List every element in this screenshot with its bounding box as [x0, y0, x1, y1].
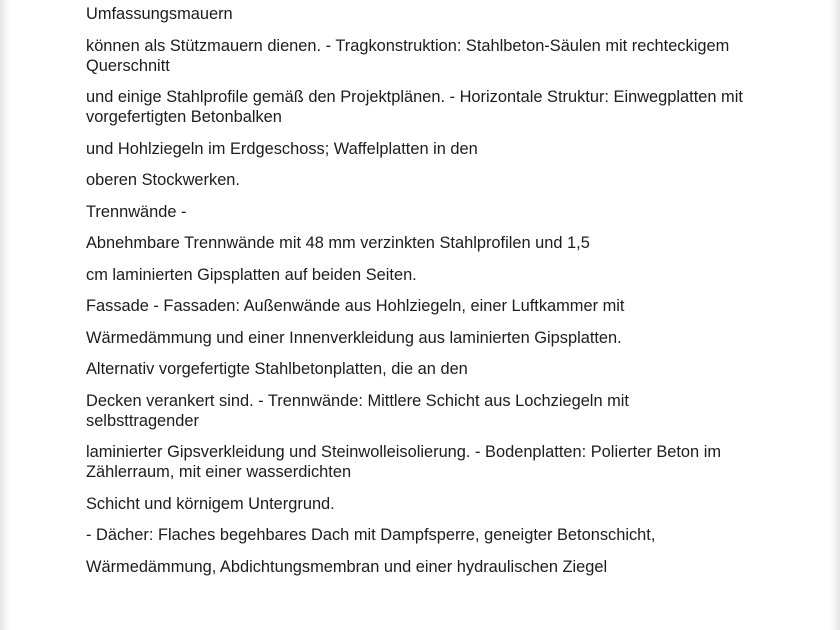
- page-right-shadow: [830, 0, 840, 630]
- text-line: oberen Stockwerken.: [86, 171, 240, 189]
- text-line: und Hohlziegeln im Erdgeschoss; Waffelplatten in den: [86, 139, 478, 158]
- text-line: cm laminierten Gipsplatten auf beiden Seiten.: [86, 265, 417, 284]
- text-line: können als Stützmauern dienen. - Tragkonstruktion: Stahlbeton-Säulen mit rechteckigem Querschnitt: [86, 36, 730, 75]
- text-line: Schicht und körnigem Untergrund.: [86, 494, 335, 513]
- text-line: Trennwände -: [86, 202, 187, 221]
- text-line: Wärmedämmung und einer Innenverkleidung aus laminierten Gipsplatten.: [86, 328, 622, 347]
- document-text: [86, 4, 746, 588]
- text-line: laminierter Gipsverkleidung und Steinwolleisolierung. - Bodenplatten: Polierter Beton im Zählerraum, mit einer wasserdichten: [86, 443, 722, 481]
- text-line: Decken verankert sind. - Trennwände: Mittlere Schicht aus Lochziegeln mit selbsttragender: [86, 391, 629, 430]
- text-line: Alternativ vorgefertigte Stahlbetonplatten, die an den: [86, 360, 468, 378]
- text-line: Abnehmbare Trennwände mit 48 mm verzinkten Stahlprofilen und 1,5: [86, 234, 590, 252]
- text-line: Umfassungsmauern: [86, 5, 233, 23]
- text-line: - Dächer: Flaches begehbares Dach mit Dampfsperre, geneigter Betonschicht,: [86, 526, 656, 544]
- text-line: Fassade - Fassaden: Außenwände aus Hohlziegeln, einer Luftkammer mit: [86, 297, 625, 315]
- text-line: und einige Stahlprofile gemäß den Projektplänen. - Horizontale Struktur: Einwegplatten mit vorgefertigten Betonbalken: [86, 88, 743, 126]
- page-left-shadow: [0, 0, 10, 630]
- text-line: Wärmedämmung, Abdichtungsmembran und einer hydraulischen Ziegel: [86, 557, 608, 576]
